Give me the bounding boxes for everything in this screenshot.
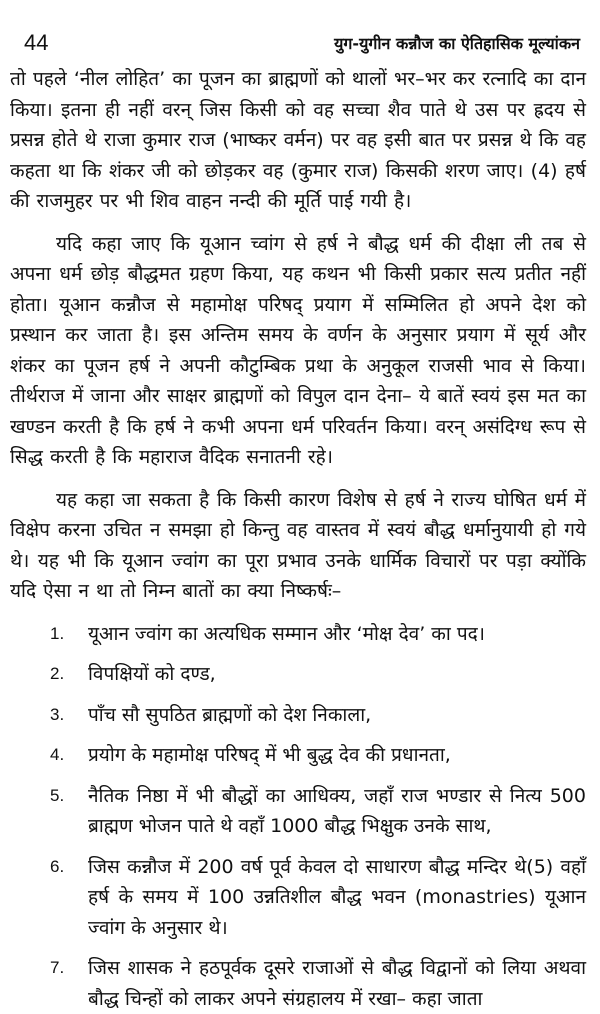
list-number: 1. — [50, 619, 64, 650]
paragraph: तो पहले ‘नील लोहित’ का पूजन का ब्राह्मणों को थालों भर–भर कर रत्नादि का दान किया। इतना ही नहीं वरन् जिस किसी को वह सच्चा शैव पाते थे उस पर ह्रदय से प्रसन्न होते थे राजा कुमार राज (भाष्कर वर्मन) पर वह इसी बात पर प्रसन्न थे कि वह कहता था कि शंकर जी को छोड़कर वह (कुमार राज) किसकी शरण जाए। (4) हर्ष की राजमुहर पर भी शिव वाहन नन्दी की मूर्ति पाई गयी है। — [10, 64, 586, 217]
list-item-text: विपक्षियों को दण्ड, — [88, 663, 216, 685]
list-item — [10, 700, 586, 731]
list-number: 7. — [50, 953, 64, 984]
list-item-text: नैतिक निष्ठा में भी बौद्धों का आधिक्य, जहाँ राज भण्डार से नित्य 500 ब्राह्मण भोजन पाते थे वहाँ 1000 बौद्ध भिक्षुक उनके साथ, — [88, 785, 586, 838]
list-item-text: यूआन ज्वांग का अत्यधिक सम्मान और ‘मोक्ष देव’ का पद। — [88, 623, 485, 645]
list-number: 2. — [50, 659, 64, 690]
list-item-text: जिस शासक ने हठपूर्वक दूसरे राजाओं से बौद्ध विद्वानों को लिया अथवा बौद्ध चिन्हों को लाकर अपने संग्रहालय में रखा– कहा जाता — [88, 957, 586, 1010]
list-item-text: प्रयोग के महामोक्ष परिषद् में भी बुद्ध देव की प्रधानता, — [88, 744, 451, 766]
list-item — [10, 781, 586, 842]
list-item — [10, 659, 586, 690]
list-number: 5. — [50, 781, 64, 812]
list-item — [10, 619, 586, 650]
list-number: 6. — [50, 852, 64, 883]
paragraph: यह कहा जा सकता है कि किसी कारण विशेष से हर्ष ने राज्य घोषित धर्म में विक्षेप करना उचित न समझा हो किन्तु वह वास्तव में स्वयं बौद्ध धर्मानुयायी हो गये थे। यह भी कि यूआन ज्वांग का पूरा प्रभाव उनके धार्मिक विचारों पर पड़ा क्योंकि यदि ऐसा न था तो निम्न बातों का क्या निष्कर्षः– — [10, 485, 586, 607]
paragraph: यदि कहा जाए कि यूआन च्वांग से हर्ष ने बौद्ध धर्म की दीक्षा ली तब से अपना धर्म छोड़ बौद्धमत ग्रहण किया, यह कथन भी किसी प्रकार सत्य प्रतीत नहीं होता। यूआन कन्नौज से महामोक्ष परिषद् प्रयाग में सम्मिलित हो अपने देश को प्रस्थान कर जाता है। इस अन्तिम समय के वर्णन के अनुसार प्रयाग में सूर्य और शंकर का पूजन हर्ष ने अपनी कौटुम्बिक प्रथा के अनुकूल राजसी भाव से किया। तीर्थराज में जाना और साक्षर ब्राह्मणों को विपुल दान देना– ये बातें स्वयं इस मत का खण्डन करती है कि हर्ष ने कभी अपना धर्म परिवर्तन किया। वरन् असंदिग्ध रूप से सिद्ध करती है कि महाराज वैदिक सनातनी रहे। — [10, 229, 586, 473]
running-head: युग-युगीन कन्नौज का ऐतिहासिक मूल्यांकन — [334, 32, 580, 54]
list-item — [10, 740, 586, 771]
list-item — [10, 852, 586, 944]
list-item-text: पाँच सौ सुपठित ब्राह्मणों को देश निकाला, — [88, 704, 371, 726]
list-number: 3. — [50, 700, 64, 731]
numbered-list — [10, 619, 586, 1014]
page-number: 44 — [24, 30, 48, 56]
list-item — [10, 953, 586, 1014]
body-text — [10, 64, 586, 1014]
list-number: 4. — [50, 740, 64, 771]
list-item-text: जिस कन्नौज में 200 वर्ष पूर्व केवल दो साधारण बौद्ध मन्दिर थे(5) वहाँ हर्ष के समय में 100 उन्नतिशील बौद्ध भवन (monastries) यूआन ज्वांग के अनुसार थे। — [88, 856, 586, 939]
page-header — [10, 0, 586, 64]
